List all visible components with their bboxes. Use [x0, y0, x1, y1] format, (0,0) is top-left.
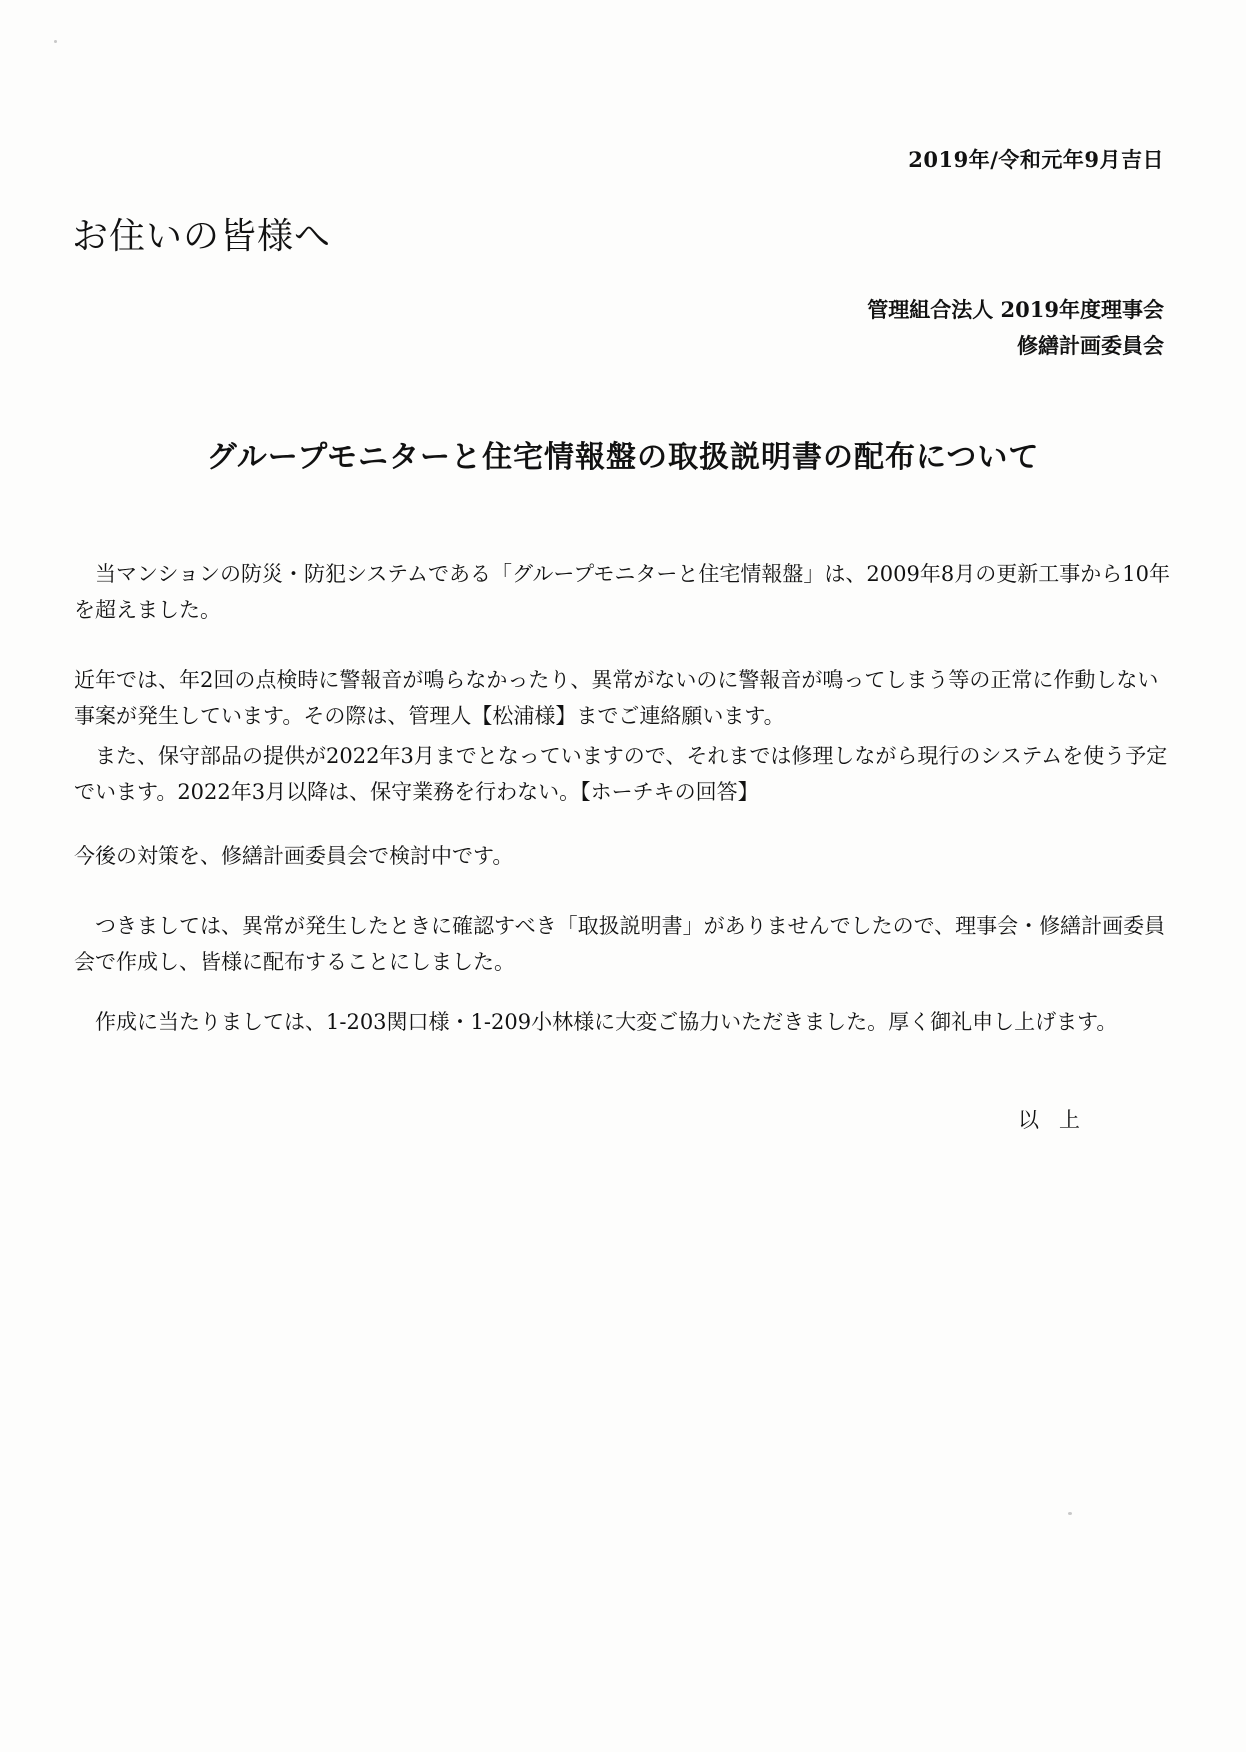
closing-ijou: 以上	[1018, 1108, 1100, 1132]
sender-committee: 修繕計画委員会	[1017, 333, 1164, 358]
body-paragraph: 近年では、年2回の点検時に警報音が鳴らなかったり、異常がないのに警報音が鳴ってしまう等の正常に作動しない事案が発生しています。その際は、管理人【松浦様】までご連絡願います。	[74, 668, 1159, 728]
scan-speck	[54, 40, 57, 43]
body-paragraph: 作成に当たりましては、1-203関口様・1-209小林様に大変ご協力いただきました。厚く御礼申し上げます。	[95, 1010, 1118, 1034]
scan-speck	[1068, 1512, 1072, 1515]
body-paragraph: 当マンションの防災・防犯システムである「グループモニターと住宅情報盤」は、2009年8月の更新工事から10年を超えました。	[74, 562, 1170, 622]
sender-block	[867, 292, 1164, 364]
letter-date: 2019年/令和元年9月吉日	[908, 147, 1164, 172]
salutation: お住いの皆様へ	[72, 216, 332, 257]
letter-title: グループモニターと住宅情報盤の取扱説明書の配布について	[206, 440, 1040, 475]
sender-organization: 管理組合法人 2019年度理事会	[867, 297, 1164, 322]
body-paragraph: また、保守部品の提供が2022年3月までとなっていますので、それまでは修理しながら現行のシステムを使う予定でいます。2022年3月以降は、保守業務を行わない。【ホーチキの回答】	[74, 744, 1168, 804]
body-paragraph: つきましては、異常が発生したときに確認すべき「取扱説明書」がありませんでしたので、理事会・修繕計画委員会で作成し、皆様に配布することにしました。	[74, 914, 1166, 974]
body-paragraph: 今後の対策を、修繕計画委員会で検討中です。	[74, 844, 514, 868]
